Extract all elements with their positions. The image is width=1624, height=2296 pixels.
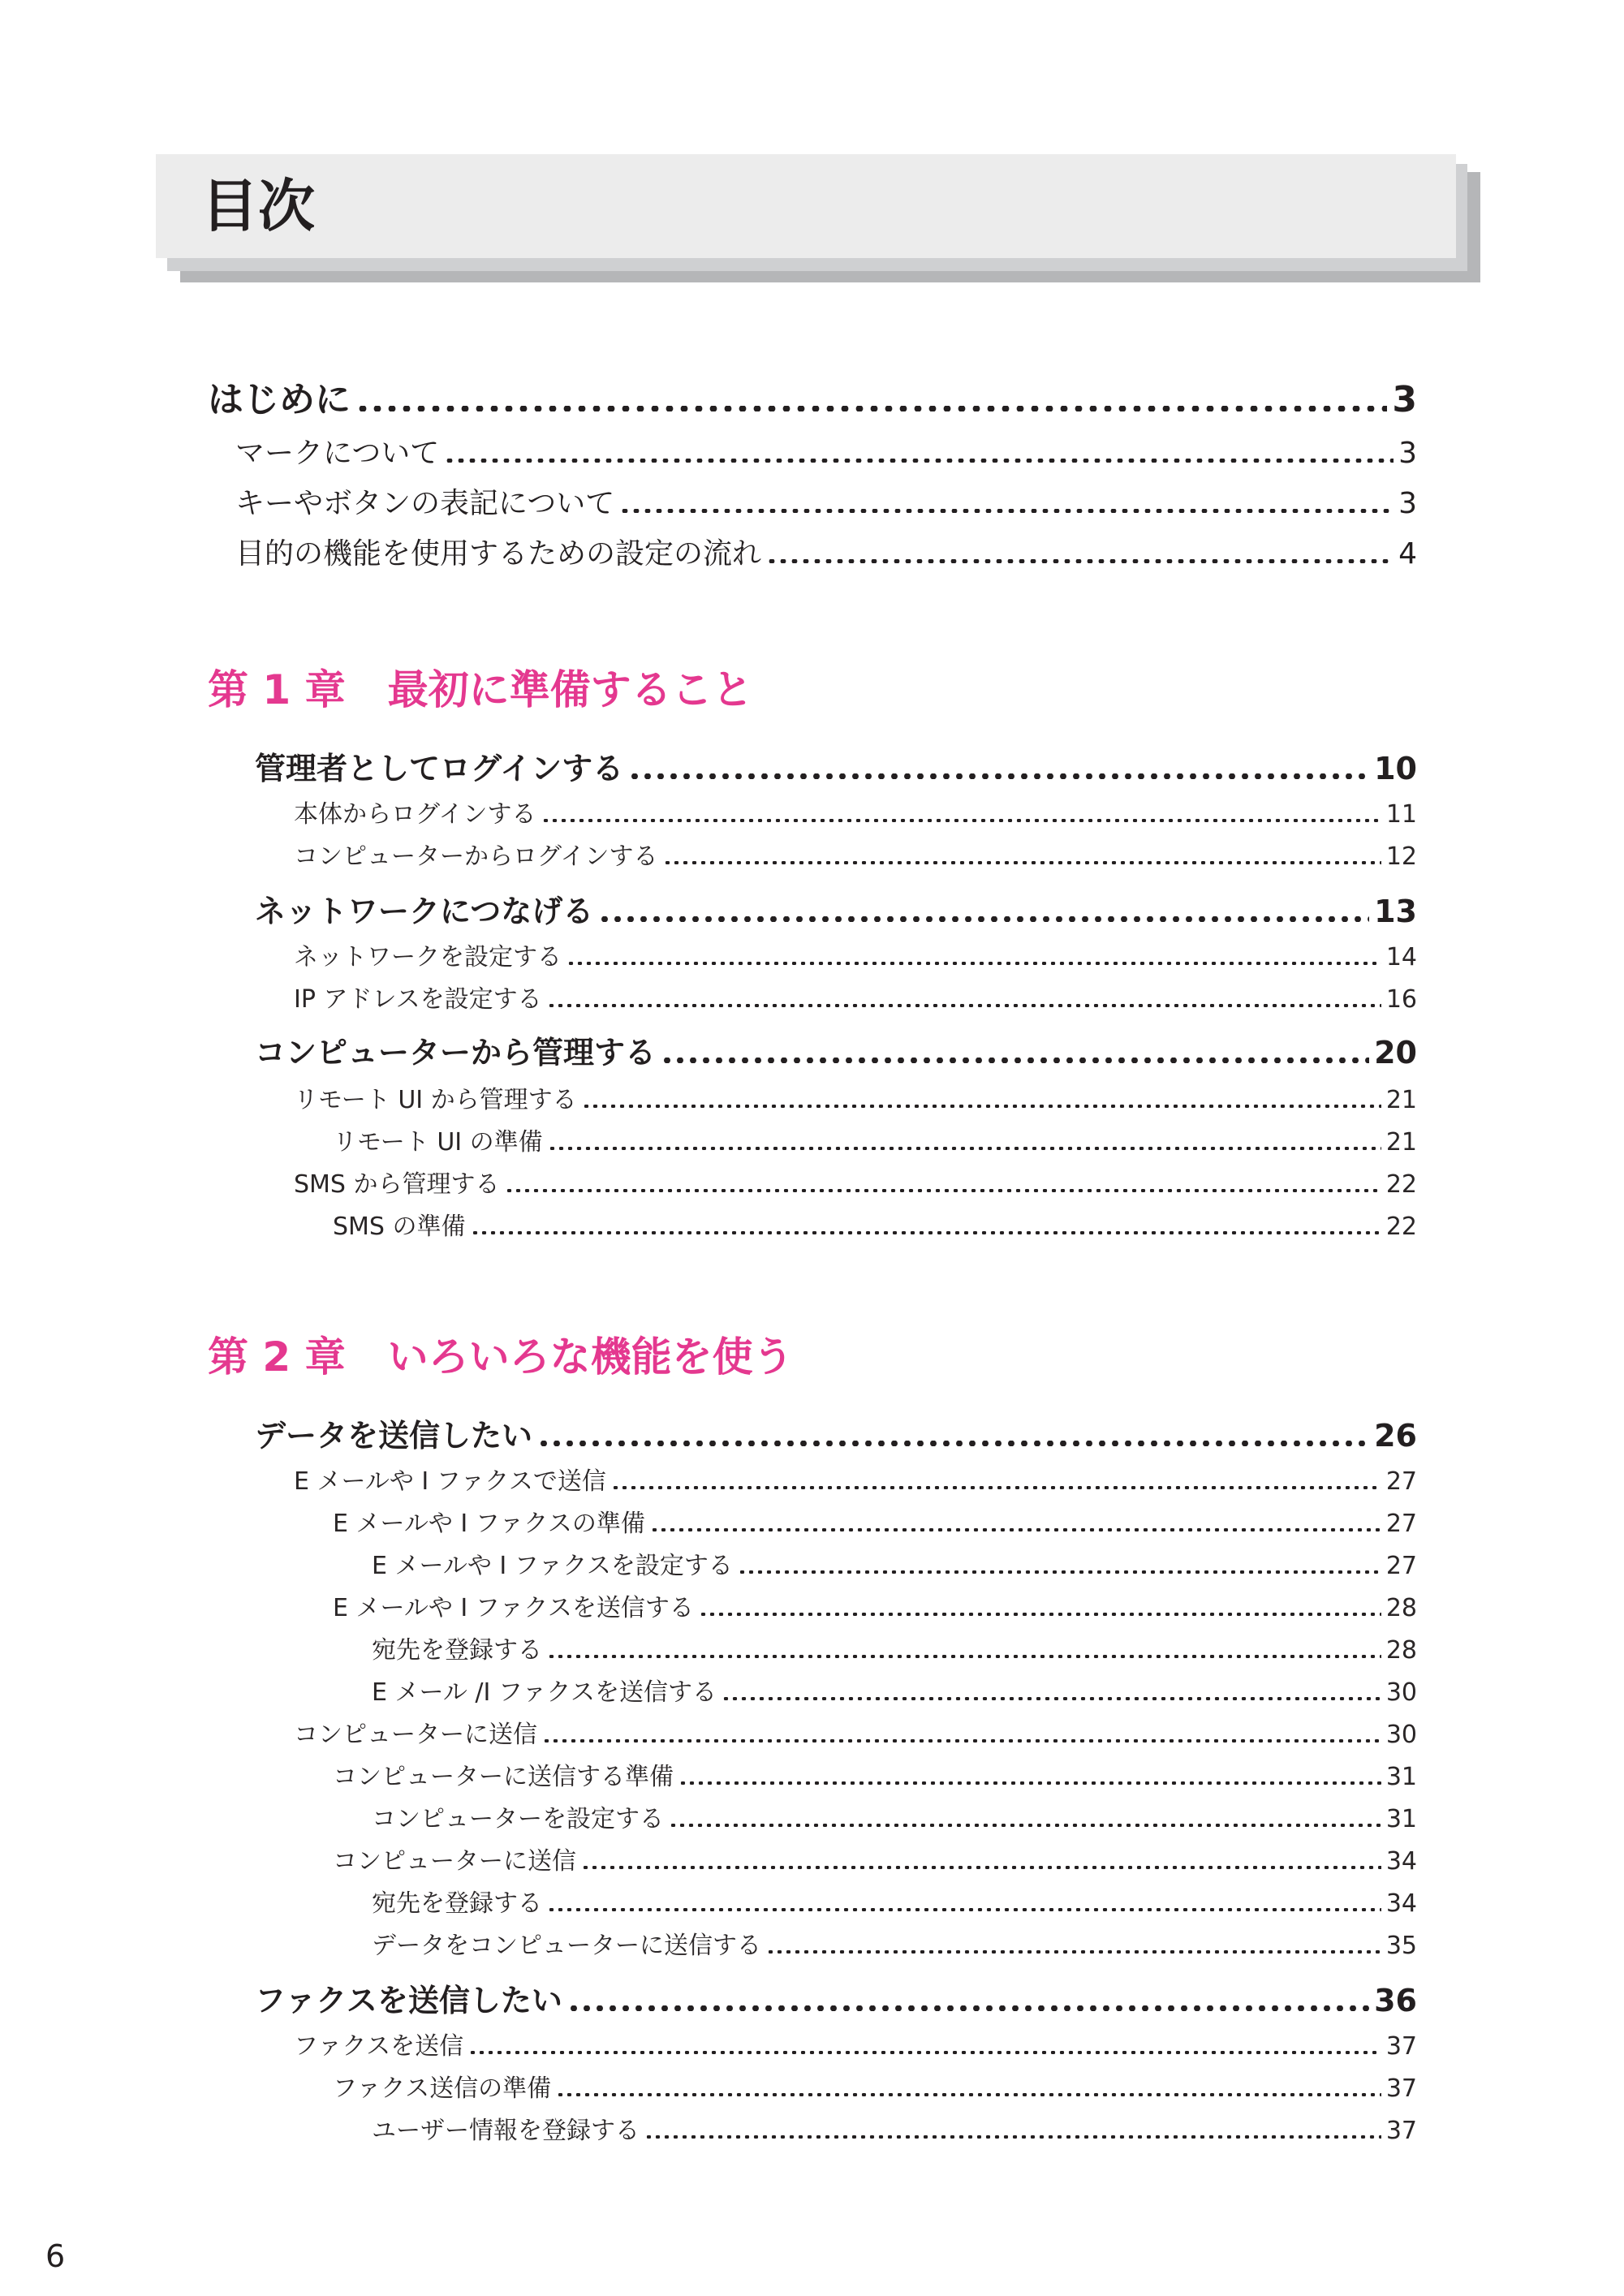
toc-page: 34 — [1385, 1847, 1417, 1875]
toc-label: ネットワークを設定する — [294, 943, 562, 971]
toc-entry[interactable] — [333, 2068, 1417, 2102]
toc-entry[interactable] — [333, 1841, 1417, 1875]
toc-entry-intro[interactable] — [208, 370, 1417, 419]
toc-page: 27 — [1385, 1467, 1417, 1495]
toc-label: リモート UI から管理する — [294, 1086, 577, 1114]
leader-dots — [355, 405, 1387, 411]
toc-label: SMS から管理する — [294, 1170, 500, 1198]
toc-page: 11 — [1385, 800, 1417, 828]
toc-page: 35 — [1385, 1932, 1417, 1959]
toc-label: 本体からログインする — [294, 800, 536, 828]
toc-page: 20 — [1374, 1035, 1417, 1070]
toc-page: 31 — [1385, 1805, 1417, 1833]
leader-dots — [548, 1146, 1381, 1150]
toc-page: 30 — [1385, 1721, 1417, 1748]
leader-dots — [547, 1907, 1381, 1911]
leader-dots — [766, 558, 1394, 563]
toc-page: 26 — [1374, 1418, 1417, 1453]
toc-label: はじめに — [208, 379, 351, 419]
leader-dots — [611, 1485, 1381, 1489]
leader-dots — [542, 1738, 1381, 1742]
toc-label: 宛先を登録する — [372, 1636, 542, 1664]
toc-label: 目的の機能を使用するための設定の流れ — [235, 537, 762, 570]
toc-entry[interactable] — [372, 1883, 1417, 1917]
toc-entry[interactable] — [294, 1164, 1417, 1198]
toc-label: ファクス送信の準備 — [333, 2074, 552, 2102]
toc-entry[interactable] — [294, 1714, 1417, 1748]
toc-entry[interactable] — [235, 531, 1417, 570]
toc-entry[interactable] — [333, 1122, 1417, 1156]
toc-entry[interactable] — [372, 1630, 1417, 1664]
leader-dots — [598, 915, 1369, 922]
leader-dots — [628, 773, 1369, 779]
toc-label: IP アドレスを設定する — [294, 985, 542, 1013]
toc-label: コンピューターからログインする — [294, 842, 658, 870]
toc-page: 37 — [1385, 2117, 1417, 2144]
toc-label: E メールや I ファクスで送信 — [294, 1467, 606, 1495]
leader-dots — [505, 1188, 1381, 1192]
toc-page: 3 — [1398, 487, 1417, 519]
toc-page: 27 — [1385, 1552, 1417, 1579]
leader-dots — [471, 1230, 1381, 1234]
leader-dots — [678, 1781, 1381, 1785]
toc-page: 14 — [1385, 943, 1417, 971]
leader-dots — [650, 1527, 1381, 1531]
toc-page: 31 — [1385, 1763, 1417, 1790]
toc-entry[interactable] — [372, 1925, 1417, 1959]
toc-label: ファクスを送信 — [294, 2032, 464, 2060]
toc-label: コンピューターから管理する — [255, 1035, 657, 1070]
toc-label: E メール /I ファクスを送信する — [372, 1678, 717, 1706]
toc-label: マークについて — [235, 437, 440, 469]
toc-label: リモート UI の準備 — [333, 1128, 543, 1156]
toc-entry-section[interactable] — [255, 1027, 1417, 1070]
toc-entry[interactable] — [294, 1461, 1417, 1495]
leader-dots — [766, 1949, 1381, 1954]
page-number: 6 — [45, 2238, 66, 2274]
toc-page: 16 — [1385, 985, 1417, 1013]
toc-page: 27 — [1385, 1510, 1417, 1537]
toc-label: キーやボタンの表記について — [235, 487, 615, 519]
page-title: 目次 — [201, 173, 315, 239]
leader-dots — [661, 1057, 1369, 1063]
toc-page: 34 — [1385, 1889, 1417, 1917]
toc-entry[interactable] — [294, 979, 1417, 1013]
toc-page: 3 — [1392, 379, 1417, 419]
toc-page: 21 — [1385, 1086, 1417, 1114]
leader-dots — [468, 2050, 1381, 2054]
leader-dots — [582, 1104, 1381, 1108]
leader-dots — [547, 1003, 1381, 1007]
toc-page: 28 — [1385, 1594, 1417, 1622]
leader-dots — [663, 860, 1381, 864]
toc-entry[interactable] — [372, 1545, 1417, 1579]
toc-label: コンピューターに送信 — [294, 1721, 537, 1748]
toc-label: データを送信したい — [255, 1418, 533, 1453]
toc-entry[interactable] — [372, 1672, 1417, 1706]
chapter-title: 最初に準備すること — [387, 666, 753, 713]
toc-entry[interactable] — [333, 1587, 1417, 1622]
leader-dots — [566, 961, 1381, 965]
toc-label: コンピューターに送信 — [333, 1847, 576, 1875]
toc-entry[interactable] — [333, 1503, 1417, 1537]
toc-page: 4 — [1398, 537, 1417, 570]
toc-entry[interactable] — [372, 2110, 1417, 2144]
toc-entry-section[interactable] — [255, 1975, 1417, 2018]
toc-entry[interactable] — [294, 2026, 1417, 2060]
leader-dots — [738, 1570, 1381, 1574]
chapter-2-heading — [208, 1331, 794, 1383]
leader-dots — [537, 1440, 1369, 1446]
toc-label: データをコンピューターに送信する — [372, 1932, 761, 1959]
chapter-title: いろいろな機能を使う — [387, 1333, 794, 1381]
toc-page: 10 — [1374, 751, 1417, 786]
toc-label: E メールや I ファクスを送信する — [333, 1594, 694, 1622]
toc-page: 13 — [1374, 894, 1417, 928]
toc-page: 37 — [1385, 2032, 1417, 2060]
chapter-number: 第 2 章 — [208, 1333, 346, 1381]
toc-page: 22 — [1385, 1213, 1417, 1240]
leader-dots — [722, 1696, 1381, 1700]
leader-dots — [699, 1612, 1381, 1616]
chapter-number: 第 1 章 — [208, 666, 346, 713]
toc-entry[interactable] — [294, 794, 1417, 828]
toc-entry-section[interactable] — [255, 743, 1417, 786]
toc-entry-section[interactable] — [255, 886, 1417, 928]
leader-dots — [644, 2134, 1381, 2139]
leader-dots — [444, 458, 1394, 463]
leader-dots — [547, 1654, 1381, 1658]
leader-dots — [556, 2092, 1381, 2096]
toc-page: 21 — [1385, 1128, 1417, 1156]
toc-label: 管理者としてログインする — [255, 751, 624, 786]
leader-dots — [619, 508, 1394, 513]
leader-dots — [541, 818, 1381, 822]
leader-dots — [669, 1823, 1381, 1827]
toc-page: 30 — [1385, 1678, 1417, 1706]
toc-page: 37 — [1385, 2074, 1417, 2102]
toc-page: 12 — [1385, 842, 1417, 870]
toc-label: コンピューターを設定する — [372, 1805, 664, 1833]
toc-label: ネットワークにつなげる — [255, 894, 594, 928]
toc-entry[interactable] — [235, 480, 1417, 519]
toc-page: 3 — [1398, 437, 1417, 469]
toc-label: 宛先を登録する — [372, 1889, 542, 1917]
toc-entry-section[interactable] — [255, 1411, 1417, 1453]
toc-entry[interactable] — [372, 1798, 1417, 1833]
toc-page: 22 — [1385, 1170, 1417, 1198]
toc-label: E メールや I ファクスを設定する — [372, 1552, 733, 1579]
toc-label: SMS の準備 — [333, 1213, 466, 1240]
toc-entry[interactable] — [294, 937, 1417, 971]
toc-label: コンピューターに送信する準備 — [333, 1763, 674, 1790]
toc-page: 28 — [1385, 1636, 1417, 1664]
toc-page: 36 — [1374, 1983, 1417, 2018]
toc-label: ファクスを送信したい — [255, 1983, 562, 2018]
toc-entry[interactable] — [333, 1756, 1417, 1790]
toc-entry[interactable] — [294, 1079, 1417, 1114]
toc-label: E メールや I ファクスの準備 — [333, 1510, 645, 1537]
toc-entry[interactable] — [294, 836, 1417, 870]
toc-entry[interactable] — [235, 430, 1417, 469]
toc-entry[interactable] — [333, 1206, 1417, 1240]
chapter-1-heading — [208, 664, 753, 716]
leader-dots — [581, 1865, 1381, 1869]
leader-dots — [567, 2005, 1369, 2011]
toc-label: ユーザー情報を登録する — [372, 2117, 640, 2144]
